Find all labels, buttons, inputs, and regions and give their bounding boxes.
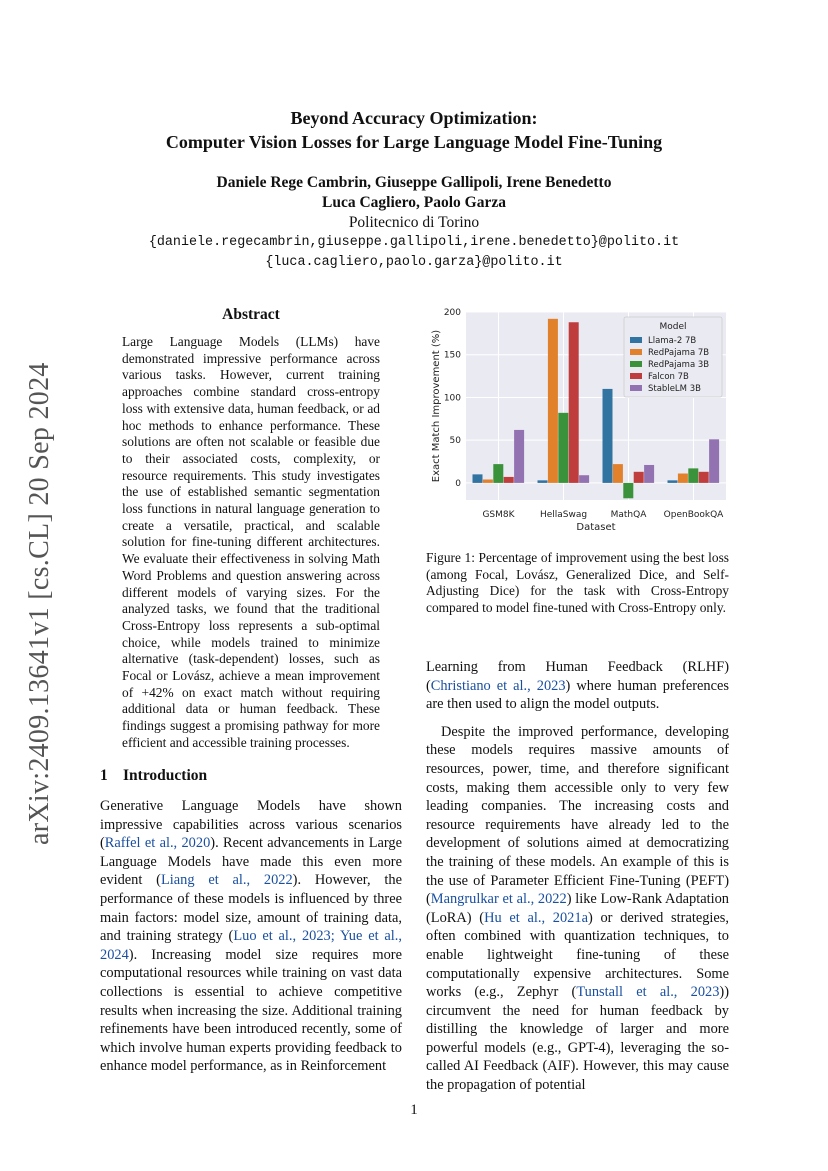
- legend-swatch: [630, 385, 642, 391]
- legend-entry: StableLM 3B: [648, 384, 701, 394]
- bar-falcon-7b-openbookqa: [699, 472, 709, 483]
- citation-link[interactable]: Tunstall et al., 2023: [576, 984, 720, 1001]
- bar-llama-2-7b-hellaswag: [538, 480, 548, 483]
- abstract-heading: Abstract: [222, 306, 280, 323]
- bar-redpajama-7b-mathqa: [613, 464, 623, 483]
- bar-redpajama-3b-gsm8k: [493, 464, 503, 483]
- citation-link[interactable]: Christiano et al., 2023: [430, 677, 566, 694]
- text-span: )) circumvent the need for human feedback by distilling the knowledge of larger and more powerful models (e.g., GPT-4), leveraging the so-called AI Feedback (AIF). However, this may cause the propagation of potential: [426, 984, 729, 1094]
- bar-redpajama-7b-openbookqa: [678, 474, 688, 483]
- y-tick-label: 100: [443, 393, 461, 404]
- legend-entry: RedPajama 3B: [648, 360, 710, 370]
- y-tick-label: 150: [443, 350, 461, 361]
- text-span: Despite the improved performance, developing these models requires massive amounts of resources, power, time, and therefore significant costs, making them accessible only to very few leading companies. The increasing costs and resource requirements have already led to the development of solutions aimed at democratizing the training of these models. An example of this is the use of Parameter Efficient Fine-Tuning (PEFT) (: [426, 723, 729, 908]
- bar-falcon-7b-mathqa: [634, 472, 644, 483]
- page-number: 1: [410, 1102, 418, 1118]
- intro-right-paragraph-1: [426, 658, 729, 714]
- email-line-2: {luca.cagliero,paolo.garza}@polito.it: [265, 255, 563, 270]
- section-title: Introduction: [123, 767, 208, 784]
- y-tick-label: 50: [449, 436, 461, 447]
- text-span: ). Increasing model size requires more computational resources while training on vast data collections is essential to achieve competitive results when increasing the size. Additional training refinements have been introduced recently, some of which involve human experts providing feedback to enhance model performance, as in Reinforcement: [100, 946, 402, 1075]
- text-span: ) where human preferences are then used to align the model outputs.: [426, 677, 729, 713]
- bar-stablelm-3b-openbookqa: [709, 439, 719, 483]
- section-heading: [100, 767, 207, 785]
- text-span: ). However, the performance of these models is influenced by three main factors: model size, amount of training data, and training strategy (: [100, 872, 403, 945]
- bar-redpajama-7b-gsm8k: [483, 479, 493, 482]
- legend-swatch: [630, 349, 642, 355]
- figure-1-chart: [426, 306, 736, 540]
- legend-title: Model: [659, 322, 687, 332]
- x-tick-label: GSM8K: [482, 510, 515, 520]
- authors-line-1: Daniele Rege Cambrin, Giuseppe Gallipoli, Irene Benedetto: [216, 174, 612, 191]
- text-span: ) or derived strategies, often combined with quantization techniques, to enable lightweight fine-tuning of these computationally expensive architectures. Some works (e.g., Zephyr (: [426, 909, 730, 1001]
- bar-stablelm-3b-gsm8k: [514, 430, 524, 483]
- chart-plot-area: [431, 308, 726, 533]
- bar-falcon-7b-hellaswag: [569, 322, 579, 483]
- citation-link[interactable]: Liang et al., 2022: [160, 872, 293, 889]
- y-tick-label: 200: [443, 308, 461, 318]
- y-tick-label: 0: [455, 478, 461, 489]
- text-span: Learning from Human Feedback (RLHF) (: [426, 659, 729, 694]
- legend-swatch: [630, 337, 642, 343]
- x-tick-label: MathQA: [610, 510, 647, 520]
- intro-right-column: [426, 658, 729, 1095]
- bar-llama-2-7b-mathqa: [603, 389, 613, 483]
- bar-stablelm-3b-mathqa: [644, 465, 654, 483]
- intro-left-paragraph: [100, 797, 402, 1076]
- paper-title-line-2: Computer Vision Losses for Large Language Model Fine-Tuning: [165, 132, 663, 152]
- figure-1-caption: Figure 1: Percentage of improvement using the best loss (among Focal, Lovász, Generalized Dice, and Self-Adjusting Dice) for the task with Cross-Entropy compared to model fine-tuned with Cross-Entropy only.: [426, 550, 729, 616]
- bar-falcon-7b-gsm8k: [504, 477, 514, 483]
- email-line-1: {daniele.regecambrin,giuseppe.gallipoli,irene.benedetto}@polito.it: [148, 235, 680, 250]
- citation-link[interactable]: Mangrulkar et al., 2022: [430, 891, 567, 908]
- bar-stablelm-3b-hellaswag: [579, 475, 589, 483]
- affiliation: Politecnico di Torino: [348, 214, 480, 231]
- x-tick-label: OpenBookQA: [663, 510, 724, 520]
- bar-llama-2-7b-openbookqa: [668, 480, 678, 483]
- bar-redpajama-3b-openbookqa: [688, 468, 698, 483]
- x-axis-label: Dataset: [576, 522, 616, 533]
- legend-swatch: [630, 373, 642, 379]
- bar-redpajama-7b-hellaswag: [548, 319, 558, 483]
- citation-link[interactable]: Luo et al., 2023; Yue et al., 2024: [100, 928, 402, 963]
- authors-line-2: Luca Cagliero, Paolo Garza: [322, 194, 506, 211]
- abstract-body: Large Language Models (LLMs) have demonstrated impressive performance across various tasks. However, current training approaches combine standard cross-entropy loss with extensive data, human feedback, or ad hoc methods to enhance performance. These solutions are often not scalable or feasible due to their associated costs, complexity, or resource requirements. This study investigates the use of established semantic segmentation loss functions in natural language generation to create a versatile, practical, and scalable solution for fine-tuning different architectures. We evaluate their effectiveness in solving Math Word Problems and question answering across different models of varying sizes. For the analyzed tasks, we found that the traditional Cross-Entropy loss represents a sub-optimal choice, while models trained to minimize alternative (task-dependent) losses, such as Focal or Lovász, achieve a mean improvement of +42% on exact match without requiring additional data or human feedback. These findings suggest a promising pathway for more efficient and accessible training processes.: [122, 334, 380, 750]
- legend-entry: Llama-2 7B: [648, 336, 697, 346]
- y-axis-label: Exact Match Improvement (%): [431, 329, 442, 483]
- intro-right-paragraph-2: [426, 723, 729, 1095]
- citation-link[interactable]: Raffel et al., 2020: [104, 835, 211, 852]
- text-span: ). Recent advancements in Large Language Models have made this even more evident (: [100, 835, 402, 889]
- section-number: 1: [100, 767, 108, 784]
- bar-llama-2-7b-gsm8k: [473, 474, 483, 483]
- arxiv-stamp: arXiv:2409.13641v1 [cs.CL] 20 Sep 2024: [24, 362, 55, 845]
- paper-title-line-1: Beyond Accuracy Optimization:: [290, 108, 538, 128]
- legend-entry: RedPajama 7B: [648, 348, 710, 358]
- citation-link[interactable]: Hu et al., 2021a: [484, 909, 588, 926]
- legend-swatch: [630, 361, 642, 367]
- bar-redpajama-3b-hellaswag: [558, 413, 568, 483]
- bar-redpajama-3b-mathqa: [623, 483, 633, 498]
- legend-entry: Falcon 7B: [648, 372, 689, 382]
- x-tick-label: HellaSwag: [539, 510, 588, 520]
- text-span: Generative Language Models have shown impressive capabilities across various scenarios (: [100, 798, 402, 852]
- text-span: ) like Low-Rank Adaptation (LoRA) (: [426, 891, 729, 926]
